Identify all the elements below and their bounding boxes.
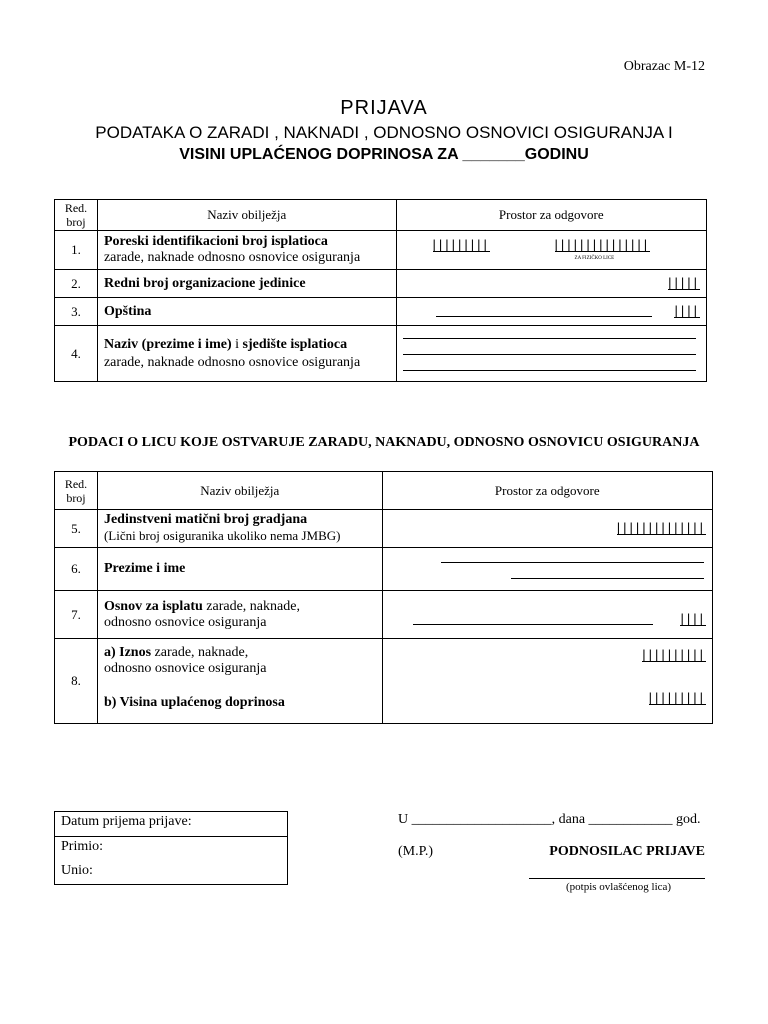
municipality-code-boxes[interactable]: |||| xyxy=(674,303,700,318)
row-label-bold-b: b) Visina uplaćenog doprinosa xyxy=(103,695,285,710)
answer-cell[interactable] xyxy=(396,326,706,382)
signature-line[interactable] xyxy=(529,878,705,879)
received-by-label[interactable]: Primio: xyxy=(61,839,104,854)
header-name: Naziv obilježja xyxy=(97,200,396,231)
issuer-table xyxy=(54,199,707,382)
header-name: Naziv obilježja xyxy=(97,472,382,510)
row-number: 4. xyxy=(55,326,98,382)
row-label-bold: Naziv (prezime i ime) xyxy=(103,336,232,352)
row-number: 7. xyxy=(55,591,98,639)
answer-cell[interactable] xyxy=(396,270,706,298)
municipality-line[interactable] xyxy=(436,316,652,317)
row-number: 6. xyxy=(55,548,98,591)
form-title: PRIJAVA xyxy=(340,97,428,119)
row-label-mid: i xyxy=(231,336,243,352)
row-label xyxy=(97,326,396,382)
individual-label: ZA FIZIČKO LICE xyxy=(574,256,615,261)
jmbg-boxes[interactable]: |||||||||||||| xyxy=(616,520,706,535)
row-label: Redni broj organizacione jedinice xyxy=(97,270,396,298)
form-subtitle-year: VISINI UPLAĆENOG DOPRINOSA ZA _______GODINU xyxy=(179,146,589,163)
row-number: 2. xyxy=(55,270,98,298)
row-label-normal: odnosno osnovice osiguranja xyxy=(103,614,267,630)
row-label xyxy=(97,639,382,724)
person-table xyxy=(54,471,713,724)
submitter-label: PODNOSILAC PRIJAVE xyxy=(549,844,705,859)
amount-boxes[interactable]: |||||||||| xyxy=(642,647,706,662)
row-number: 1. xyxy=(55,231,98,270)
contribution-boxes[interactable]: ||||||||| xyxy=(648,690,706,705)
row-label-normal: odnosno osnovice osiguranja xyxy=(103,661,267,676)
place-date-line[interactable]: U ____________________, dana ____________ god. xyxy=(398,812,701,827)
row-label: Opština xyxy=(97,298,396,326)
row-label-normal: zarade, naknade odnosno osnovice osiguranja xyxy=(103,250,361,265)
row-label-bold2: sjedište isplatioca xyxy=(242,336,348,352)
payment-basis-line[interactable] xyxy=(413,624,653,625)
answer-cell[interactable] xyxy=(396,231,706,270)
row-label xyxy=(97,510,382,548)
receipt-box xyxy=(54,811,288,885)
header-answers: Prostor za odgovore xyxy=(396,200,706,231)
row-label-inline: zarade, naknade, xyxy=(202,598,300,614)
row-label-bold: Osnov za isplatu xyxy=(103,598,203,614)
row-label-normal: zarade, naknade odnosno osnovice osiguranja xyxy=(103,354,361,370)
row-number: 3. xyxy=(55,298,98,326)
header-answers: Prostor za odgovore xyxy=(382,472,712,510)
surname-line[interactable] xyxy=(441,562,704,563)
row-label xyxy=(97,591,382,639)
answer-cell[interactable] xyxy=(382,591,712,639)
answer-cell[interactable] xyxy=(382,639,712,724)
row-number: 5. xyxy=(55,510,98,548)
row-number: 8. xyxy=(55,639,98,724)
date-received-label[interactable]: Datum prijema prijave: xyxy=(55,812,287,837)
answer-cell[interactable] xyxy=(382,548,712,591)
header-num: Red. broj xyxy=(55,200,98,231)
row-label-normal: (Lični broj osiguranika ukoliko nema JMBG) xyxy=(103,528,341,543)
stamp-label: (M.P.) xyxy=(398,844,434,859)
row-label-bold: a) Iznos xyxy=(103,645,152,660)
row-label xyxy=(97,231,396,270)
unit-number-boxes[interactable]: ||||| xyxy=(668,275,700,290)
row-label: Prezime i ime xyxy=(97,548,382,591)
header-num: Red. broj xyxy=(55,472,98,510)
answer-cell[interactable] xyxy=(382,510,712,548)
section-title: PODACI O LICU KOJE OSTVARUJE ZARADU, NAKNADU, ODNOSNO OSNOVICU OSIGURANJA xyxy=(68,435,700,450)
entered-by-label[interactable]: Unio: xyxy=(61,863,93,878)
row-label-inline: zarade, naknade, xyxy=(151,645,249,660)
row-label-bold: Poreski identifikacioni broj isplatioca xyxy=(103,234,328,249)
tax-id-boxes[interactable]: ||||||||| xyxy=(432,237,490,252)
answer-cell[interactable] xyxy=(396,298,706,326)
issuer-name-line[interactable] xyxy=(403,354,696,355)
signature-label: (potpis ovlašćenog lica) xyxy=(566,881,672,893)
form-code: Obrazac M-12 xyxy=(623,59,705,74)
tax-id-boxes-individual[interactable]: ||||||||||||||| xyxy=(554,237,651,252)
issuer-name-line[interactable] xyxy=(403,370,696,371)
form-subtitle: PODATAKA O ZARADI , NAKNADI , ODNOSNO OSNOVICI OSIGURANJA I xyxy=(95,123,673,142)
name-line[interactable] xyxy=(511,578,704,579)
issuer-name-line[interactable] xyxy=(403,338,696,339)
row-label-bold: Jedinstveni matični broj gradjana xyxy=(103,512,308,527)
payment-basis-boxes[interactable]: |||| xyxy=(680,611,706,626)
